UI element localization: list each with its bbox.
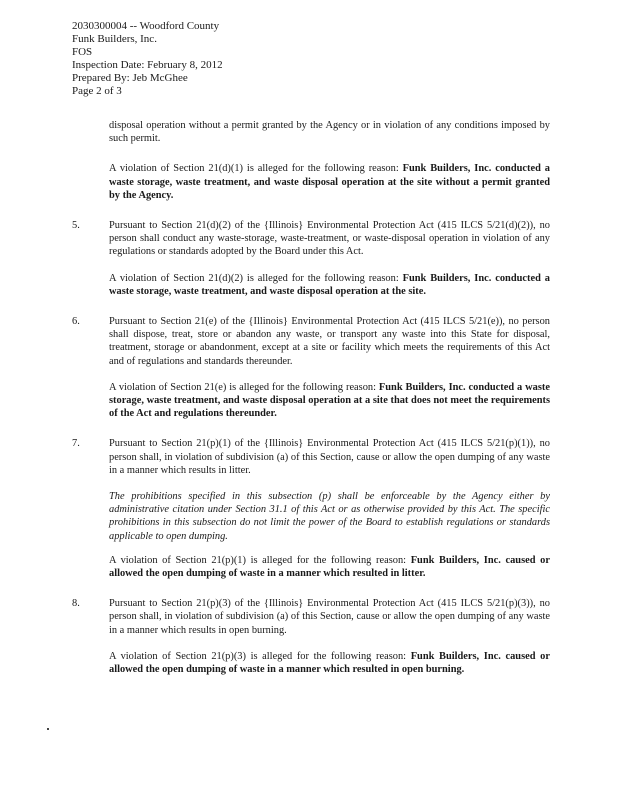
violation-reason: Funk Builders, Inc. caused or allowed the open dumping of waste in a manner which resulted in litter. [109, 554, 550, 580]
numbered-item-8 [72, 597, 550, 676]
italic-note: The prohibitions specified in this subsection (p) shall be enforceable by the Agency either by administrative citation under Section 31.1 of this Act or as otherwise provided by this Act. The specific prohibitions in this subsection do not limit the power of the Board to establish regulations or standards applicable to open dumping. [109, 491, 550, 542]
header-prepared-by: Prepared By: Jeb McGhee [72, 72, 188, 84]
violation-paragraph [109, 650, 550, 676]
violation-lead: A violation of Section 21(p)(3) is alleged for the following reason: [109, 650, 407, 662]
item-number: 5. [72, 220, 80, 232]
violation-paragraph [109, 554, 550, 580]
header-inspection-date: Inspection Date: February 8, 2012 [72, 59, 223, 71]
continued-paragraph: disposal operation without a permit granted by the Agency or in violation of any conditions imposed by such permit. [109, 120, 550, 145]
violation-lead: A violation of Section 21(p)(1) is alleged for the following reason: [109, 554, 407, 566]
page-header [72, 20, 223, 98]
statute-paragraph: Pursuant to Section 21(p)(3) of the {Illinois} Environmental Protection Act (415 ILCS 5/21(p)(3)), no person shall, in violation of subdivision (a) of this Section, cause or allow the open dumping of any waste in a manner which results in open burning. [109, 598, 550, 636]
scan-speck [47, 728, 49, 730]
header-page-number: Page 2 of 3 [72, 85, 122, 97]
header-company: Funk Builders, Inc. [72, 33, 157, 45]
violation-lead: A violation of Section 21(e) is alleged for the following reason: [109, 381, 376, 393]
violation-reason: Funk Builders, Inc. conducted a waste storage, waste treatment, and waste disposal operation at a site that does not meet the requirements of the Act and regulations thereunder. [109, 381, 550, 420]
violation-paragraph [109, 381, 550, 421]
statute-paragraph: Pursuant to Section 21(d)(2) of the {Illinois} Environmental Protection Act (415 ILCS 5/21(d)(2)), no person shall conduct any waste-storage, waste-treatment, or waste-disposal operation in violation of any regulations or standards adopted by the Board under this Act. [109, 220, 550, 258]
statute-paragraph: Pursuant to Section 21(e) of the {Illinois} Environmental Protection Act (415 ILCS 5/21(e)), no person shall dispose, treat, store or abandon any waste, or transport any waste into this State for disposal, treatment, storage or abandonment, except at a site or facility which meets the requirements of this Act and of regulations and standards thereunder. [109, 316, 550, 367]
violation-reason: Funk Builders, Inc. caused or allowed the open dumping of waste in a manner which resulted in open burning. [109, 650, 550, 676]
violation-paragraph [109, 162, 550, 202]
item-number: 7. [72, 438, 80, 450]
numbered-item-7 [72, 437, 550, 580]
numbered-item-5 [72, 219, 550, 298]
header-file-id: 2030300004 -- Woodford County [72, 20, 220, 32]
item-number: 6. [72, 316, 80, 328]
document-body [72, 119, 550, 676]
violation-reason: Funk Builders, Inc. conducted a waste storage, waste treatment, and waste disposal operation at the site without a permit granted by the Agency. [109, 163, 550, 201]
numbered-item-6 [72, 315, 550, 420]
item-number: 8. [72, 598, 80, 610]
header-code: FOS [72, 46, 93, 58]
note-paragraph [109, 490, 550, 543]
violation-lead: A violation of Section 21(d)(1) is alleged for the following reason: [109, 163, 399, 175]
violation-paragraph [109, 272, 550, 298]
statute-paragraph: Pursuant to Section 21(p)(1) of the {Illinois} Environmental Protection Act (415 ILCS 5/21(p)(1)), no person shall, in violation of subdivision (a) of this Section, cause or allow the open dumping of any waste in a manner which results in litter. [109, 438, 550, 476]
violation-lead: A violation of Section 21(d)(2) is alleged for the following reason: [109, 272, 399, 284]
violation-reason: Funk Builders, Inc. conducted a waste storage, waste treatment, and waste disposal operation at the site. [109, 272, 550, 297]
